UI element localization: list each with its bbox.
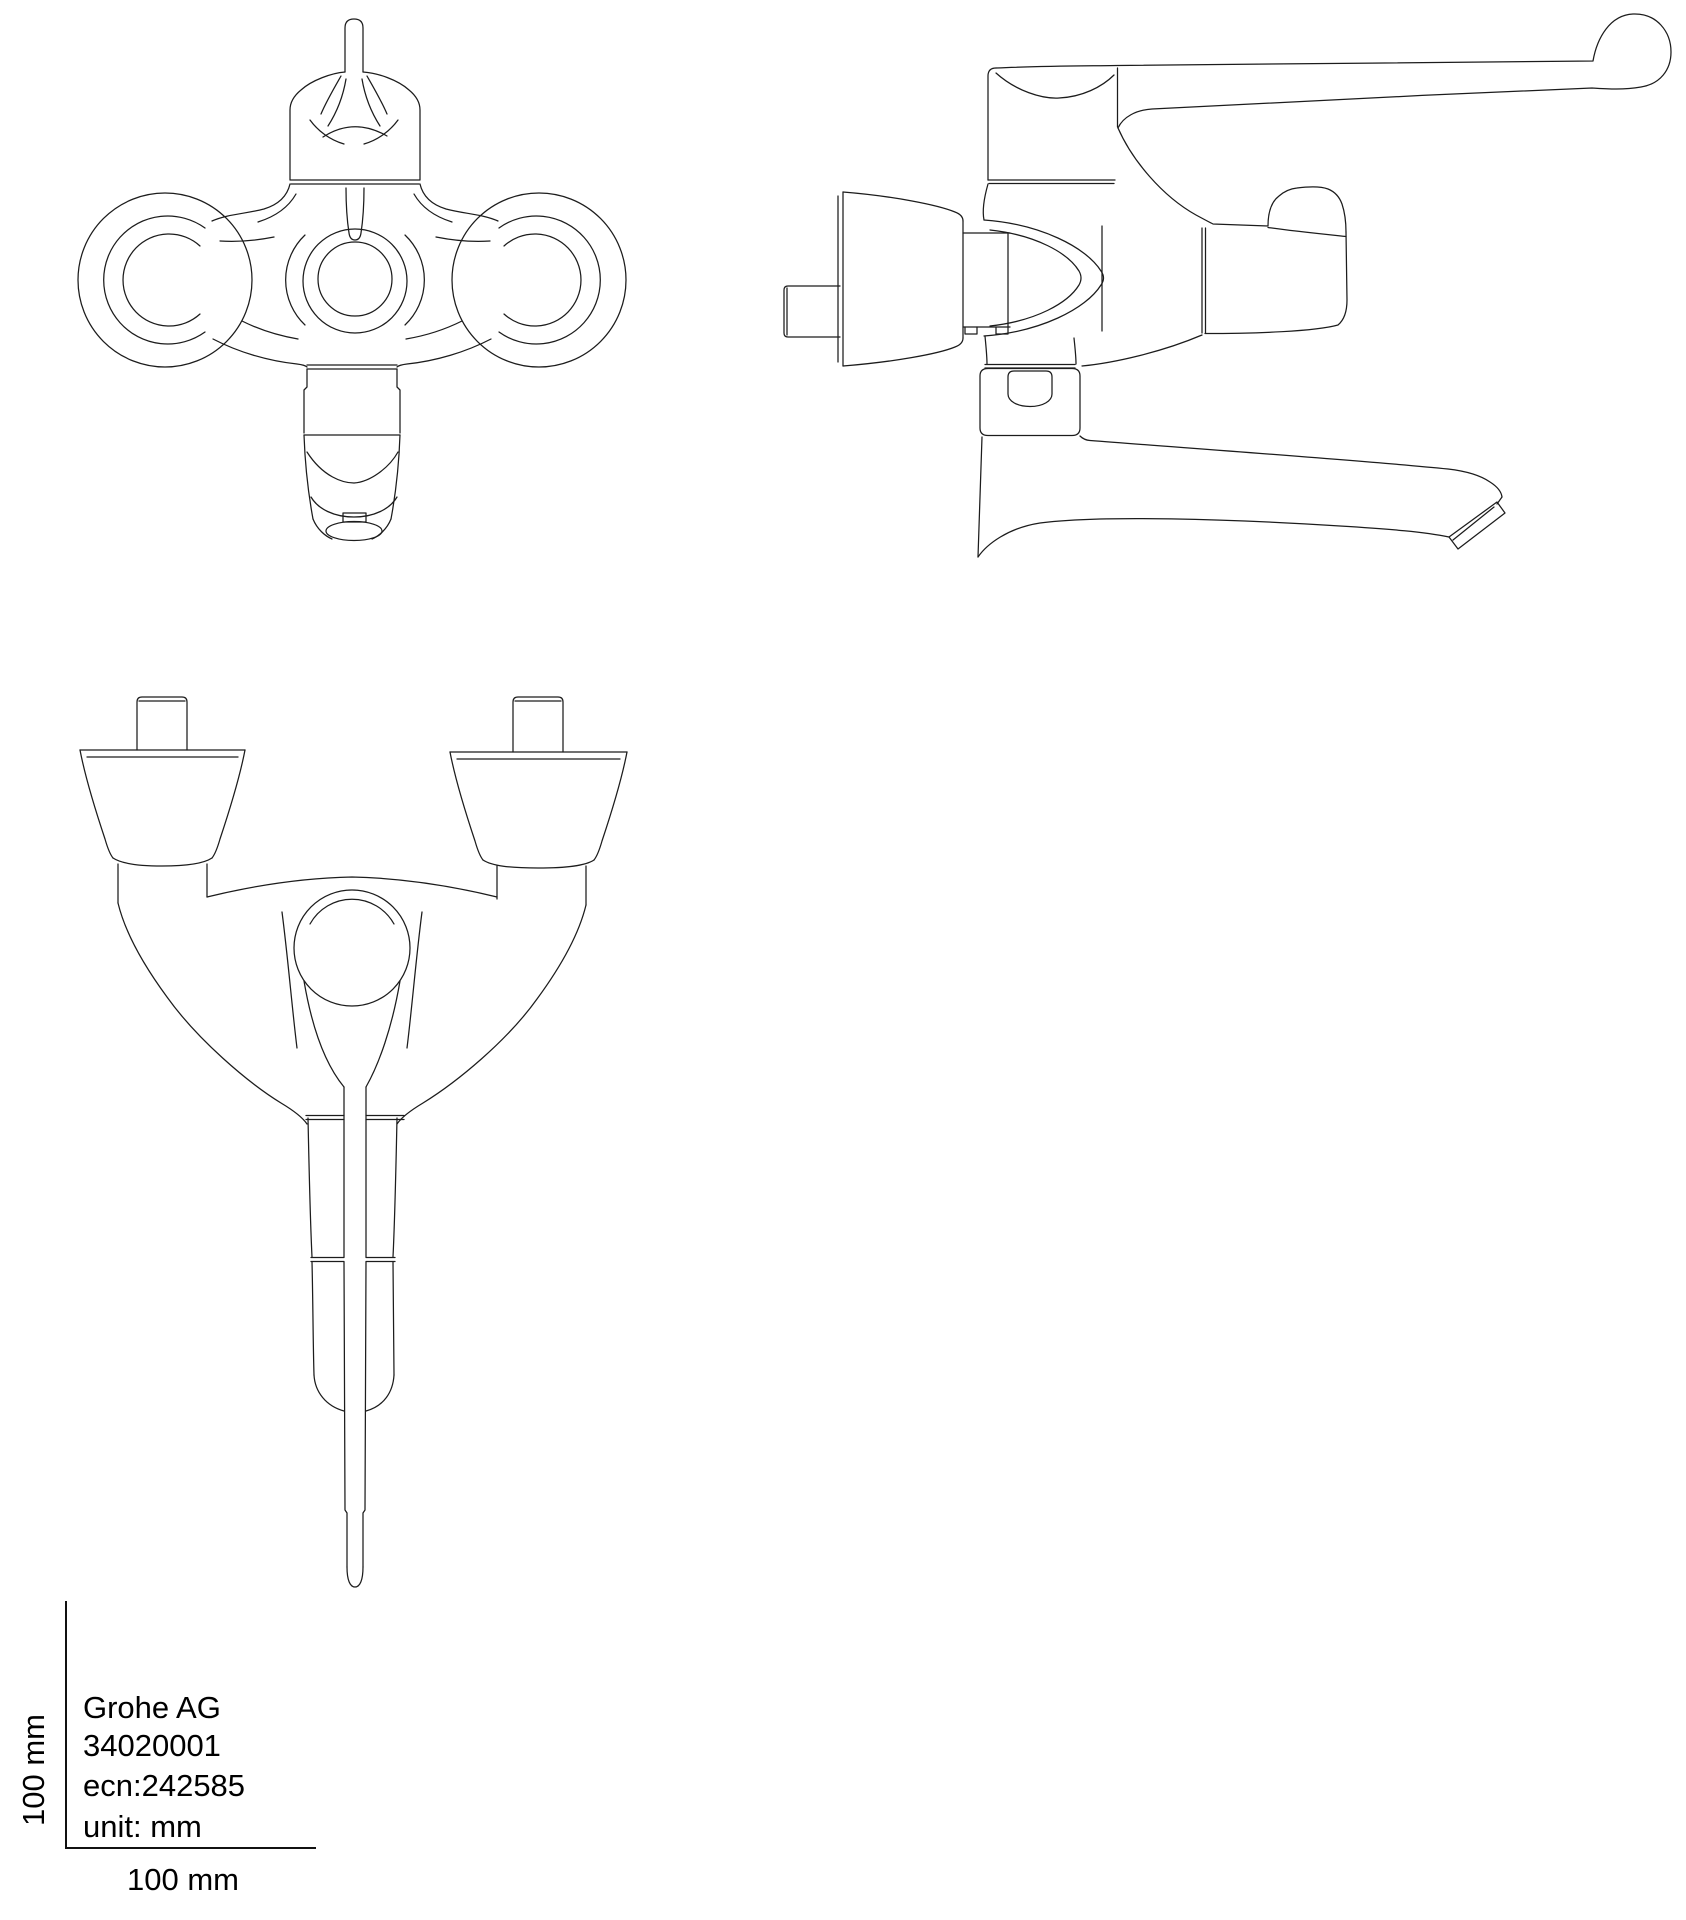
unit-label: unit: mm bbox=[83, 1809, 202, 1844]
front-view-drawing bbox=[78, 19, 626, 541]
scale-vertical-label: 100 mm bbox=[16, 1714, 51, 1826]
bottom-view-drawing bbox=[80, 697, 627, 1587]
scale-horizontal-label: 100 mm bbox=[127, 1862, 239, 1897]
ecn-number: ecn:242585 bbox=[83, 1768, 246, 1803]
company-name: Grohe AG bbox=[83, 1690, 221, 1725]
title-block bbox=[83, 1690, 245, 1844]
side-view-drawing bbox=[784, 14, 1671, 557]
part-number: 34020001 bbox=[83, 1728, 221, 1763]
